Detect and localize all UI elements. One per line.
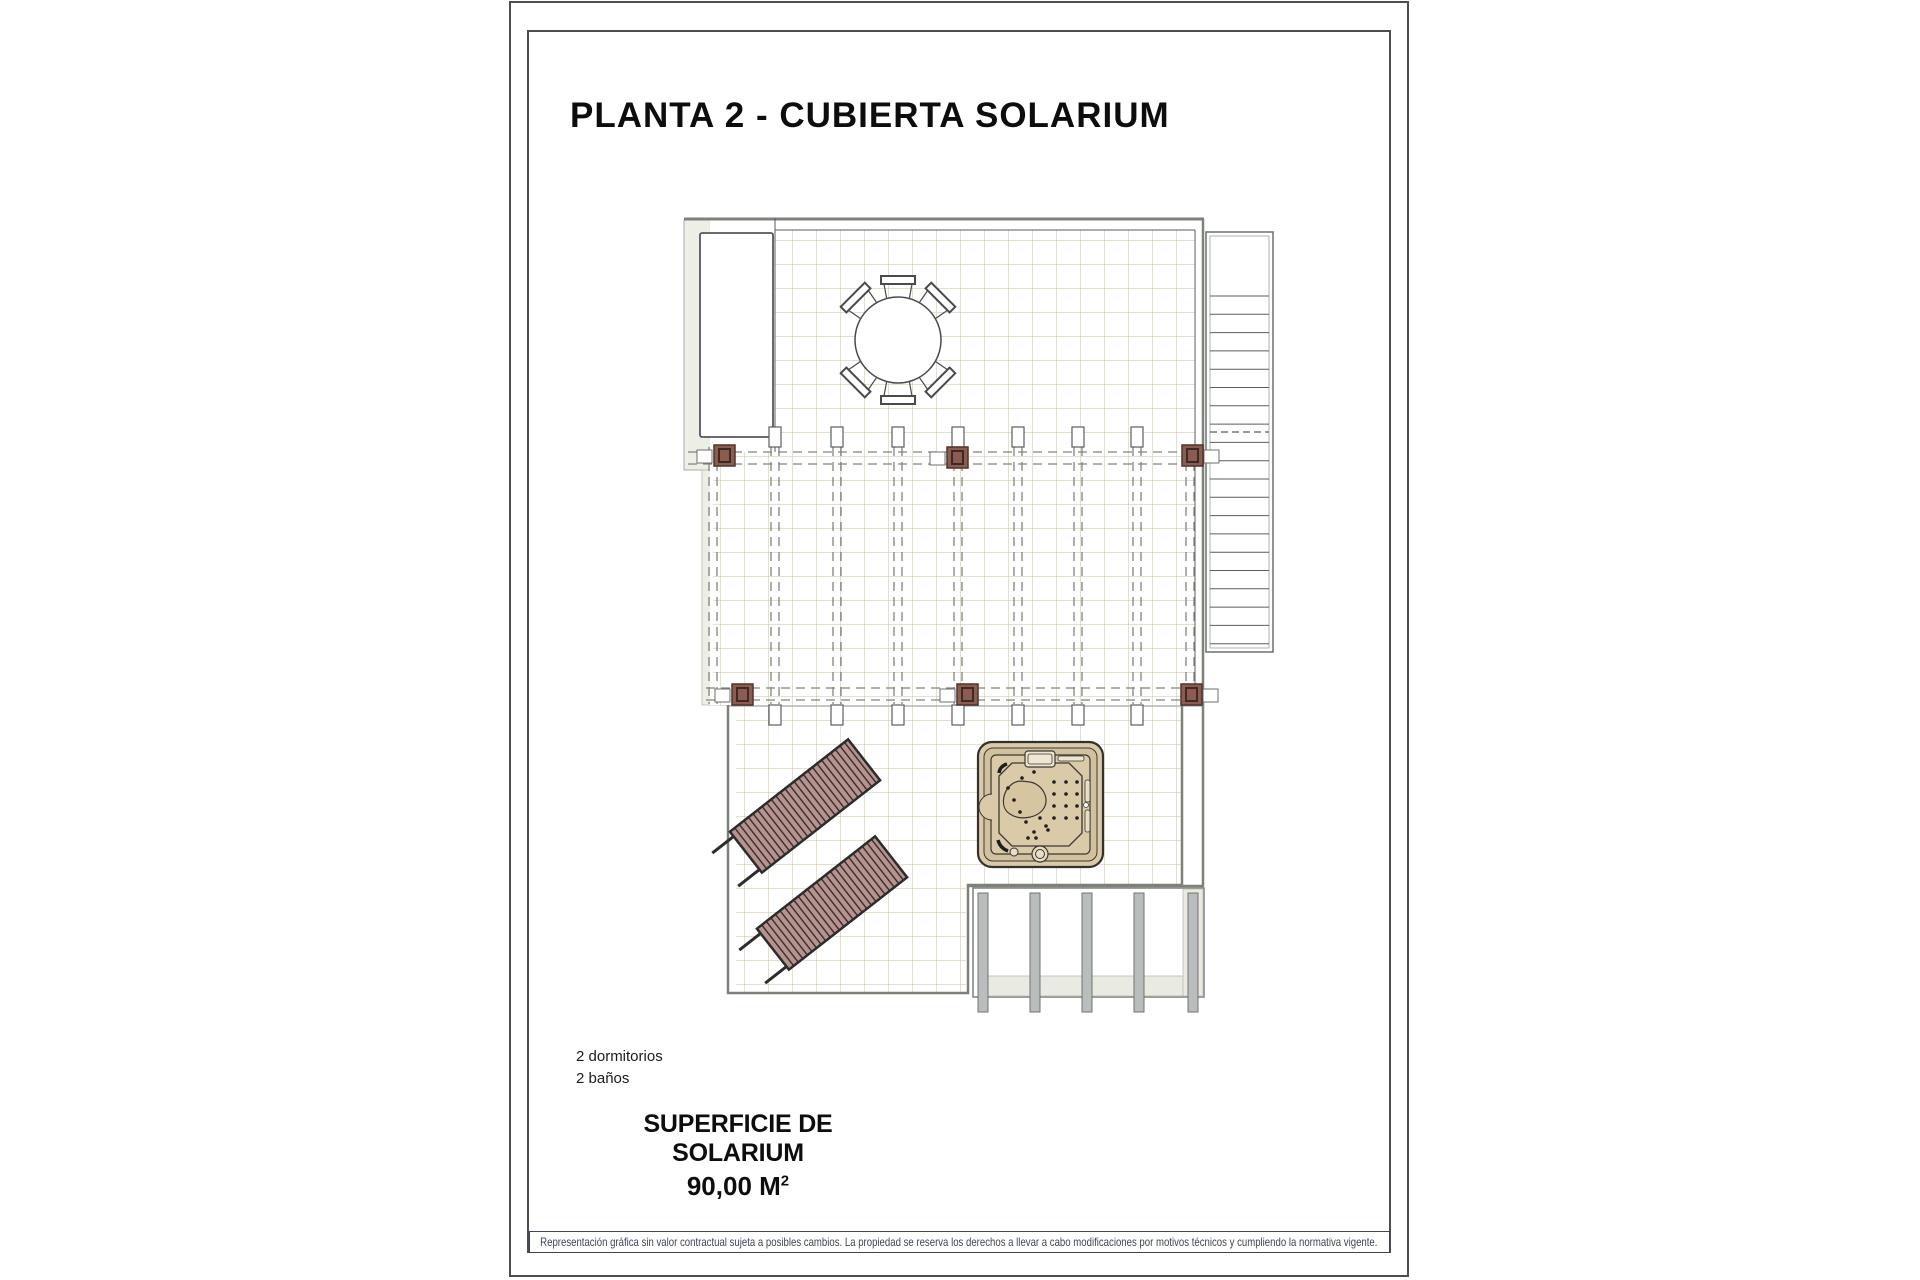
round-table xyxy=(855,297,941,383)
surface-label: SUPERFICIE DE SOLARIUM xyxy=(643,1110,833,1167)
lower-pergola xyxy=(968,886,1204,1012)
disclaimer-box xyxy=(529,1231,1390,1253)
skylight xyxy=(700,233,773,437)
hot-tub-pillow xyxy=(1025,751,1055,767)
hot-tub-seat-contour xyxy=(1003,781,1046,818)
pergola-tiles xyxy=(713,452,1195,705)
feature-bedrooms: 2 dormitorios xyxy=(576,1048,663,1065)
pergola-post xyxy=(1181,684,1202,705)
pergola-post xyxy=(714,445,735,466)
page-title: PLANTA 2 - CUBIERTA SOLARIUM xyxy=(570,96,1170,135)
surface-block xyxy=(578,1110,898,1202)
stairs xyxy=(1206,232,1273,652)
pergola-post xyxy=(732,684,753,705)
feature-bathrooms: 2 baños xyxy=(576,1070,630,1087)
hot-tub xyxy=(978,742,1103,867)
upper-terrace-tiles xyxy=(775,230,1195,452)
pergola-post xyxy=(957,684,978,705)
feature-list xyxy=(576,1046,663,1090)
surface-value: 90,00 $M^2$ xyxy=(686,1171,790,1201)
hot-tub-control xyxy=(1032,846,1048,862)
pergola-post xyxy=(947,447,968,468)
pergola-post xyxy=(1182,445,1203,466)
disclaimer-text: Representación gráfica sin valor contractual sujeta a posibles cambios. La propiedad se reserva los derechos a llevar a cabo modificaciones por motivos técnicos y cumpliendo la normativa vigente. xyxy=(540,1235,1378,1249)
